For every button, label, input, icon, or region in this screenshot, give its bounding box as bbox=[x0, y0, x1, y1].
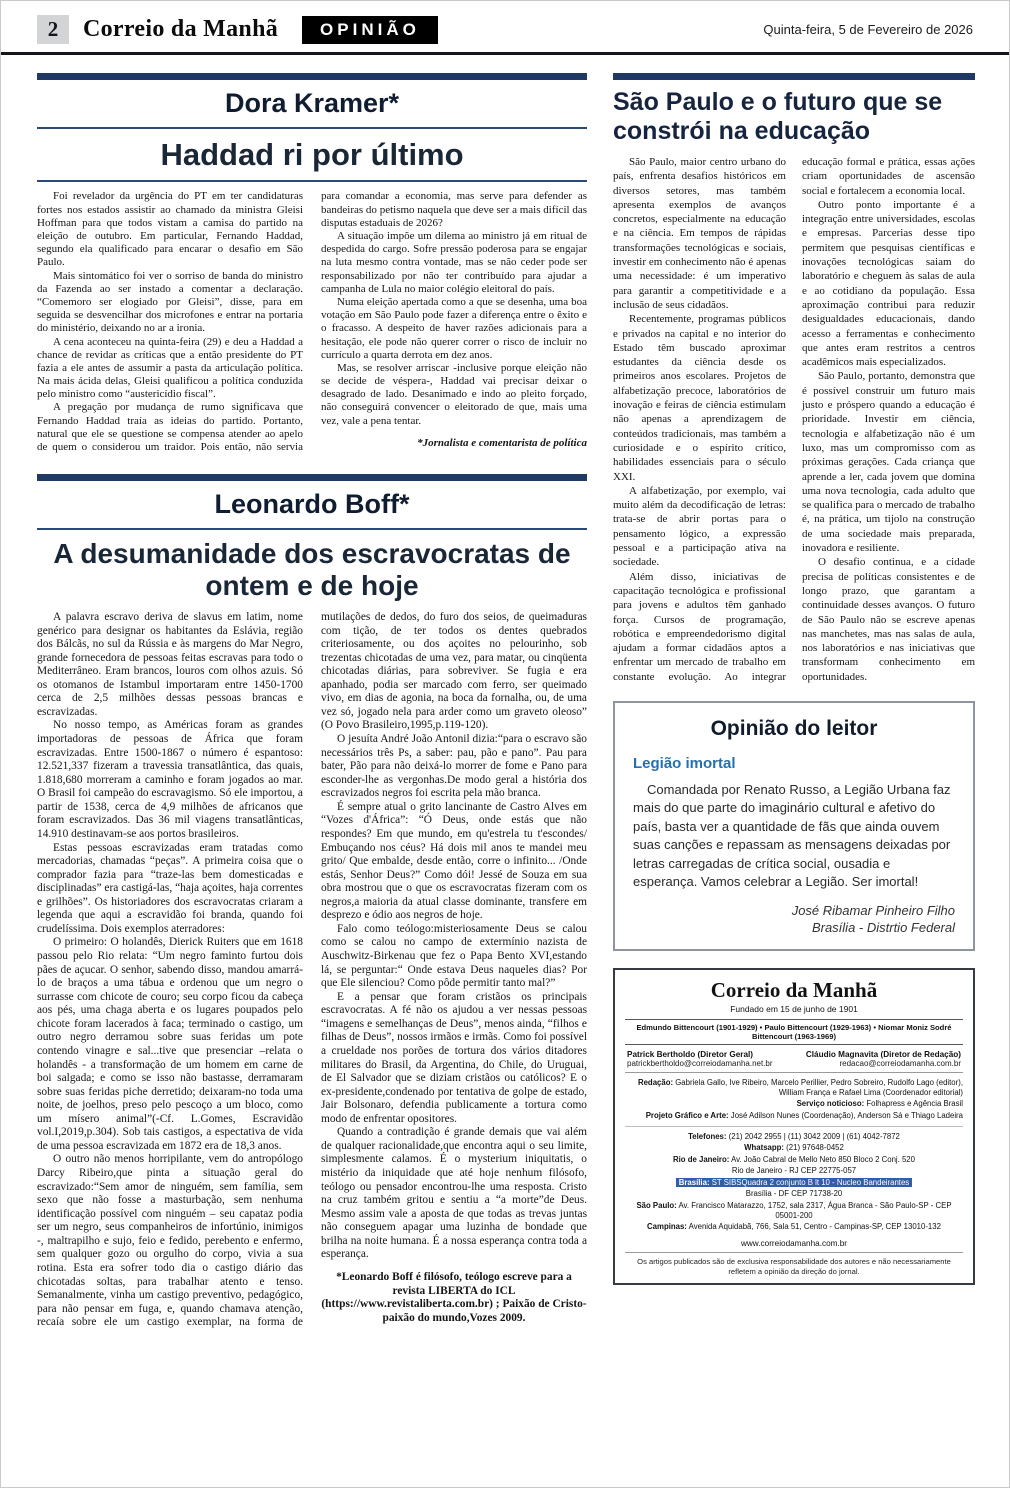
paragraph: A cena aconteceu na quinta-feira (29) e deu a Haddad a chance de revidar as críticas que a então presidente do PT fazia a ele antes de assumir a pasta da articulação política. Na mais ácida delas, Gleisi qualificou a política conduzida pelo ministro como “austericídio fiscal”. bbox=[37, 335, 303, 401]
paragraph: Estas pessoas escravizadas eram tratadas como mercadorias, chamadas “peças”. A primeira coisa que o comprador fazia para “traze-las bem domesticadas e disciplinadas” era castigá-las, “haja açoites, haja correntes e grilhões”. Os historiadores dos escravocratas criaram a legenda que aqui a escravidão foi branda, quando foi crudelíssima. Dois exemplos aterradores: bbox=[37, 841, 303, 935]
paragraph: São Paulo, portanto, demonstra que é possível construir um futuro mais justo e próspero quando a educação é prioridade. Investir em ciência, tecnologia e alfabetização não é um luxo, mas um compromisso com as próximas gerações. Cada criança que aprende a ler, cada jovem que domina uma nova tecnologia, cada adulto que se qualifica para o mercado de trabalho é, na prática, um tijolo na construção de uma sociedade mais preparada, inovadora e resiliente. bbox=[802, 370, 975, 555]
masthead-founders: Edmundo Bittencourt (1901-1929) • Paulo Bittencourt (1929-1963) • Niomar Moniz Sodré Bittencourt (1963-1969) bbox=[625, 1019, 963, 1045]
page-header bbox=[1, 1, 1009, 55]
office-campinas-line bbox=[625, 1222, 963, 1232]
article-headline: Haddad ri por último bbox=[160, 137, 464, 172]
masthead-box bbox=[613, 968, 975, 1285]
article-body bbox=[37, 611, 587, 1330]
paragraph: O primeiro: O holandês, Dierick Ruiters que em 1618 passou pelo Rio relata: “Um negro faminto furtou dois pães de açucar. O senhor, sabendo disso, mandou amarrá-lo de braços a uma tábua e ordenou que um negro o surrasse com chicote de couro; seu corpo ficou da cabeça aos pés, uma chaga aberta e os lugares poupados pelo chicote foram lacerados à faca; terminado o castigo, um outro negro derramou sobre suas feridas um pote contendo vinagre e sal...tive que presenciar –relata o holandês - a transformação de um homem em carne de boi salgada; e como se isso não bastasse, derramaram sobre suas feridas piche derretido; deixaram-no toda uma noite, de joelhos, preso pelo pescoço a um bloco, como um mísero animal”(-Cf. L.Gomes, Escravidão vol.I,2019,p.304). Sob tais castigos, a espectativa de vida de uma pessoa escravizada em 1872 era de 18,3 anos. bbox=[37, 936, 303, 1152]
paragraph: Além disso, iniciativas de capacitação tecnológica e profissional para jovens e adultos têm ganhado força. Cursos de programação, robótica e empreendedorismo digital ajudam a formar cidadãos aptos a enfrentar um mercado de trabalho em constante evolução. Ao integrar educação formal e prática, essas ações criam oportunidades de ascensão social e fortalecem a economia local. bbox=[613, 156, 975, 683]
staff-text: José Adilson Nunes (Coordenação), Anderson Sá e Thiago Ladeira bbox=[728, 1110, 963, 1120]
paragraph: A alfabetização, por exemplo, vai muito além da decodificação de letras: trata-se de abrir portas para o pensamento lógico, a expressão pessoal e a participação ativa na sociedade. bbox=[613, 484, 786, 569]
article-footnote: *Jornalista e comentarista de política bbox=[417, 436, 587, 449]
office-label: Campinas: bbox=[647, 1222, 687, 1232]
contact-label: Whatsapp: bbox=[744, 1143, 785, 1153]
office-text: Av. Francisco Matarazzo, 1752, sala 2317, Água Branca - São Paulo-SP - CEP 05001-200 bbox=[676, 1200, 952, 1220]
office-rio-line1 bbox=[625, 1155, 963, 1165]
article-author: Leonardo Boff* bbox=[214, 489, 410, 520]
masthead-directors bbox=[625, 1045, 963, 1073]
staff-text: Gabriela Gallo, Ive Ribeiro, Marcelo Perillier, Pedro Sobreiro, Rudolfo Lago (editor), William França e Rafael Lima (Coordenador editorial) bbox=[673, 1077, 963, 1098]
section-divider-bar bbox=[613, 73, 975, 80]
paragraph: São Paulo, maior centro urbano do país, enfrenta desafios históricos em diversos setores, mas também apresenta exemplos de avanços concretos, especialmente na educação e na ciência. Em tempos de rápidas transformações tecnológicas e sociais, investir em conhecimento não é apenas uma necessidade: é um imperativo para garantir a competitividade e a inclusão de seus cidadãos. bbox=[613, 156, 786, 311]
paragraph: Foi revelador da urgência do PT em ter candidaturas fortes nos estados assistir ao chamado da ministra Gleisi Hoffman para que todos vistam a camisa do partido na eleição de outubro. Em particular, Fernando Haddad, segundo ela qualificado para encarar o desafio em São Paulo. bbox=[37, 190, 303, 269]
paragraph: No nosso tempo, as Américas foram as grandes importadoras de pessoas de África que foram escravizadas. Entre 1500-1867 o número é espantoso: 12.521,337 fizeram a travessia transatlântica, das quais, 1.818,680 morreram a caminho e foram jogados ao mar. O Brasil foi campeão do escravagismo. Só ele importou, a partir de 1538, cerca de 4,9 milhões de africanos que foram escravizados. Das 36 mil viagens transatlânticas, 14.910 destinavam-se aos portos brasileiros. bbox=[37, 719, 303, 840]
left-column bbox=[37, 73, 587, 1330]
paragraph: É sempre atual o grito lancinante de Castro Alves em “Vozes d'África”: “Ó Deus, onde estás que não respondes? Em que mundo, em qu'estrela tu t'escondes/ Embuçando nos céus? Há dois mil anos te mandei meu grito/ Que embalde, desde então, corre o infinito... /Onde estás, Senhor Deus?” Como dói! Jessé de Souza em sua obra mostrou que o que os escravocratas fizeram com os negros,a maioria da atual classe dominante, transfere em desprezo e ódio aos negros de hoje. bbox=[321, 800, 587, 922]
paragraph: O desafio continua, e a cidade precisa de políticas consistentes e de longo prazo, que garantam a continuidade desses avanços. O futuro de São Paulo não se escreve apenas nas manchetes, mas nas salas de aula, nos laboratórios e nas iniciativas que transformam conhecimento em oportunidades. bbox=[802, 556, 975, 683]
paragraph: Recentemente, programas públicos e privados na capital e no interior do Estado têm buscado aproximar estudantes da ciência desde os primeiros anos escolares. Projetos de alfabetização precoce, laboratórios de inovação e feiras de ciência estimulam não apenas a aprendizagem de conteúdos tradicionais, mas também a curiosidade e o espírito crítico, habilidades essenciais para o século XXI. bbox=[613, 313, 786, 483]
masthead-website[interactable]: www.correiodamanha.com.br bbox=[740, 1238, 848, 1248]
divider-rule bbox=[37, 127, 587, 129]
masthead-logo: Correio da Manhã bbox=[710, 977, 878, 1002]
contact-text: (21) 97648-0452 bbox=[784, 1143, 844, 1153]
paragraph: Falo como teólogo:misteriosamente Deus se calou como se calou no campo de extermínio nazista de Auschwitz-Birkenau que fez o Papa Bento XVI,estando lá, se perguntar:“ Onde estava Deus naqueles dias? Por que Ele silenciou? Como pôde permitir tanto mal?” bbox=[321, 922, 587, 990]
reader-letter-body: Comandada por Renato Russo, a Legião Urbana faz mais do que parte do imaginário cultural e afetivo do país, basta ver a quantidade de fãs que ainda ouvem suas canções e repassam as mensagens deixadas por letras carregadas de crítica social, ousadia e esperança. Vamos celebrar a Legião. Ser imortal! bbox=[633, 781, 951, 890]
article-headline: São Paulo e o futuro que se constrói na educação bbox=[613, 88, 943, 145]
page-content bbox=[1, 55, 1009, 1330]
reader-author-location: Brasília - Distrtio Federal bbox=[811, 920, 955, 936]
paragraph: A situação impõe um dilema ao ministro já em ritual de despedida do cargo. Sofre pressão poderosa para se engajar na luta mesmo contra vontade, mas se não ceder pode ser responsabilizado por não ter contribuído para ajudar a campanha de Lula no maior colégio eleitoral do país. bbox=[321, 230, 587, 295]
staff-line-projeto bbox=[625, 1111, 963, 1121]
office-rio-line2: Rio de Janeiro - RJ CEP 22775-057 bbox=[731, 1166, 857, 1176]
header-left bbox=[37, 15, 438, 44]
article-paragraphs bbox=[613, 155, 975, 684]
office-label: Brasília: bbox=[678, 1177, 710, 1187]
office-saopaulo-line bbox=[625, 1201, 963, 1222]
article-body bbox=[37, 190, 587, 454]
paragraph: Numa eleição apertada como a que se desenha, uma boa votação em São Paulo pode fazer a diferença entre o êxito e o fracasso. A despeito de haver razões adicionais para a hesitação, ele pode não querer correr o risco de incluir no currículo a quarta derrota em dez anos. bbox=[321, 295, 587, 361]
paragraph: Outro ponto importante é a integração entre universidades, escolas e empresas. Parcerias desse tipo permitem que pesquisas científicas e inovações tecnológicas saiam do laboratório e cheguem às salas de aula e ao cotidiano da população. Essa aproximação contribui para reduzir desigualdades educacionais, dando acesso a ferramentas e conhecimento que antes eram restritos a centros acadêmicos mais especializados. bbox=[802, 198, 975, 369]
office-brasilia-line1 bbox=[625, 1178, 963, 1188]
office-brasilia-line2: Brasília - DF CEP 71738-20 bbox=[745, 1189, 843, 1199]
staff-line-redacao bbox=[625, 1078, 963, 1099]
section-badge: OPINIÃO bbox=[302, 16, 438, 44]
masthead-contact bbox=[625, 1127, 963, 1236]
director-general-email[interactable]: patrickbertholdo@correiodamanha.net.br bbox=[627, 1058, 773, 1068]
reader-opinion-box bbox=[613, 701, 975, 951]
contact-line-telefones bbox=[625, 1132, 963, 1142]
paragraph: O jesuíta André João Antonil dizia:“para o escravo são necessários três Ps, a saber: pau, pão e pano”. Pau para bater, Pão para não deixá-lo morrer de fome e Pano para esconder-lhe as vergonhas.De modo geral a história dos escravizados negros foi escrita pela mão branca. bbox=[321, 733, 587, 800]
right-column bbox=[613, 73, 975, 1330]
section-divider-bar bbox=[37, 73, 587, 80]
office-label: São Paulo: bbox=[636, 1200, 677, 1210]
article-leonardo-boff bbox=[37, 474, 587, 1330]
director-redacao bbox=[806, 1050, 961, 1068]
masthead-staff bbox=[625, 1073, 963, 1127]
contact-label: Telefones: bbox=[688, 1131, 727, 1141]
divider-rule bbox=[37, 528, 587, 530]
article-paragraphs bbox=[37, 611, 587, 1330]
office-text: Avenida Aquidabã, 766, Sala 51, Centro - Campinas-SP, CEP 13010-132 bbox=[686, 1222, 941, 1232]
reader-author-name: José Ribamar Pinheiro Filho bbox=[791, 902, 955, 918]
director-redacao-email[interactable]: redacao@correiodamanha.com.br bbox=[839, 1058, 961, 1068]
director-general-name: Patrick Bertholdo (Diretor Geral) bbox=[627, 1049, 754, 1059]
office-text: ST SIBSQuadra 2 conjunto B lt 10 - Nucleo Bandeirantes bbox=[709, 1177, 910, 1187]
paragraph: O outro não menos horripilante, vem do antropólogo Darcy Ribeiro,que pinta a situação geral do escravizado:“Sem amor de ninguém, sem família, sem sexo que não fosse a masturbação, sem nenhuma identificação possível com ninguém – seu capataz podia ser um negro, seus companheiros de infortúnio, inimigos -, maltrapilho e sujo, feio e fedido, perebento e enfermo, sem qualquer gozo ou orgulho do corpo, vivia a sua rotina. Esta era sofrer todo dia o castigo diário das chicotadas soltas, para trabalhar atento e tenso. Semanalmente, vinha um castigo preventivo, pedagógico, para não pensar em fuga, e, quando chamava atenção, recaía sobre ele um castigo exemplar, na forma de mutilações de dedos, do furo dos seios, de queimaduras com tição, de ter todos os dentes quebrados criteriosamente, ou dos açoites no pelourinho, sob trezentas chicotadas de uma vez, para matar, ou cinqüenta chicotadas diárias, para sobreviver. Se fugia e era apanhado, podia ser marcado com ferro, ser queimado vivo, em dias de agonia, na boca da fornalha, ou, de uma vez só, jogado nela para arder como um graveto oleoso” (O Povo Brasileiro,1995,p.119-120). bbox=[37, 610, 587, 1329]
staff-text: Folhapress e Agência Brasil bbox=[864, 1099, 963, 1109]
office-label: Rio de Janeiro: bbox=[673, 1154, 730, 1164]
article-dora-kramer bbox=[37, 73, 587, 454]
masthead-disclaimer: Os artigos publicados são de exclusiva responsabilidade dos autores e não necessariamente refletem a opinião da direção do jornal. bbox=[625, 1252, 963, 1277]
edition-date: Quinta-feira, 5 de Fevereiro de 2026 bbox=[763, 22, 973, 37]
article-author: Dora Kramer* bbox=[224, 88, 400, 118]
reader-box-title: Opinião do leitor bbox=[710, 716, 878, 740]
article-sao-paulo-educacao bbox=[613, 73, 975, 684]
masthead-founded: Fundado em 15 de junho de 1901 bbox=[730, 1003, 858, 1014]
contact-line-whatsapp bbox=[625, 1143, 963, 1153]
paragraph: A palavra escravo deriva de slavus em latim, nome genérico para designar os habitantes da Eslávia, região dos Bálcãs, no sul da Rússia e às margens do Mar Negro, grande fornecedora de pessoas feitas escravas para todo o Mediterrâneo. Eram brancos, louros com olhos azuis. Só os otomanos de Istambul importaram entre 1450-1700 cerca de 2,5 milhões dessas pessoas brancas e escravizadas. bbox=[37, 610, 303, 718]
paragraph: Quando a contradição é grande demais que vai além de qualquer racionalidade,que encontra aqui o seu limite, simplesmente calamos. É o mysterium iniquitatis, o mistério da iniquidade que até hoje nenhum filósofo, teólogo ou pensador encontrou-lhe uma resposta. Cristo na cruz também gritou e sentiu a “a morte”de Deus. Mesmo assim vale a aposta de que todas as trevas juntas não conseguem apagar uma luzinha de bondade que brilha na noite humana. É a nossa esperança contra toda a esperança. bbox=[321, 1126, 587, 1261]
reader-letter-signature bbox=[633, 902, 955, 937]
divider-rule bbox=[37, 180, 587, 182]
masthead-title: Correio da Manhã bbox=[83, 16, 279, 42]
staff-label: Serviço noticioso: bbox=[796, 1099, 865, 1109]
staff-line-servico bbox=[625, 1099, 963, 1109]
office-text: Av. João Cabral de Mello Neto 850 Bloco 2 Conj. 520 bbox=[729, 1154, 915, 1164]
article-footnote: *Leonardo Boff é filósofo, teólogo escreve para a revista LIBERTA do ICL (https://www.revistaliberta.com.br) ; Paixão de Cristo-paixão do mundo,Vozes 2009. bbox=[321, 1270, 587, 1324]
article-body bbox=[613, 155, 975, 684]
paragraph: E a pensar que foram cristãos os principais escravocratas. A fé não os ajudou a ver nessas pessoas “imagens e semelhanças de Deus”, menos ainda, “filhos e filhas de Deus”, nossos irmãos e irmãs. Como foi possível a crueldade nos porões de tortura dos vários ditadores militares do Brasil, da Argentina, do Chile, do Uruguai, de El Salvador que se diziam cristãos ou católicos? E o ex-presidente,condenado por tentativa de golpe de estado, Jair Bolsonaro, defendia publicamente a tortura como modo de enfrentar opositores. bbox=[321, 990, 587, 1125]
article-headline: A desumanidade dos escravocratas de ontem e de hoje bbox=[53, 538, 571, 601]
contact-text: (21) 2042 2955 | (11) 3042 2009 | (61) 4042-7872 bbox=[726, 1131, 900, 1141]
paragraph: Mas, se resolver arriscar -inclusive porque eleição não se decide de véspera-, Haddad vai precisar deixar o desagrado de lado. Desanimado e indo ao pleito forçado, não conseguirá convencer o eleitorado de que, mais uma vez, vale a pena tentar. bbox=[321, 361, 587, 427]
director-general bbox=[627, 1050, 773, 1068]
section-divider-bar bbox=[37, 474, 587, 481]
page-number: 2 bbox=[37, 15, 69, 44]
director-redacao-name: Cláudio Magnavita (Diretor de Redação) bbox=[805, 1049, 961, 1059]
staff-label: Projeto Gráfico e Arte: bbox=[645, 1110, 729, 1120]
paragraph: A pregação por mudança de rumo significava que Fernando Haddad traía as ideias do partido. Portanto, natural que ele se questione se compensa atender ao apelo de quem o considerou um traidor. Pois então, não servia para comandar a economia, mas serve para defender as bandeiras do petismo naquela que deve ser a mais difícil das disputas estaduais de 2026? bbox=[37, 190, 587, 454]
reader-letter-title: Legião imortal bbox=[633, 754, 736, 772]
staff-label: Redação: bbox=[637, 1077, 674, 1087]
paragraph: Mais sintomático foi ver o sorriso de banda do ministro da Fazenda ao ser instado a comentar a declaração. “Comemoro ser elogiado por Gleisi”, disse, para em seguida se desvencilhar dos microfones e entrar na portaria do ministério, deixando no ar a ironia. bbox=[37, 269, 303, 335]
article-paragraphs bbox=[37, 190, 587, 454]
